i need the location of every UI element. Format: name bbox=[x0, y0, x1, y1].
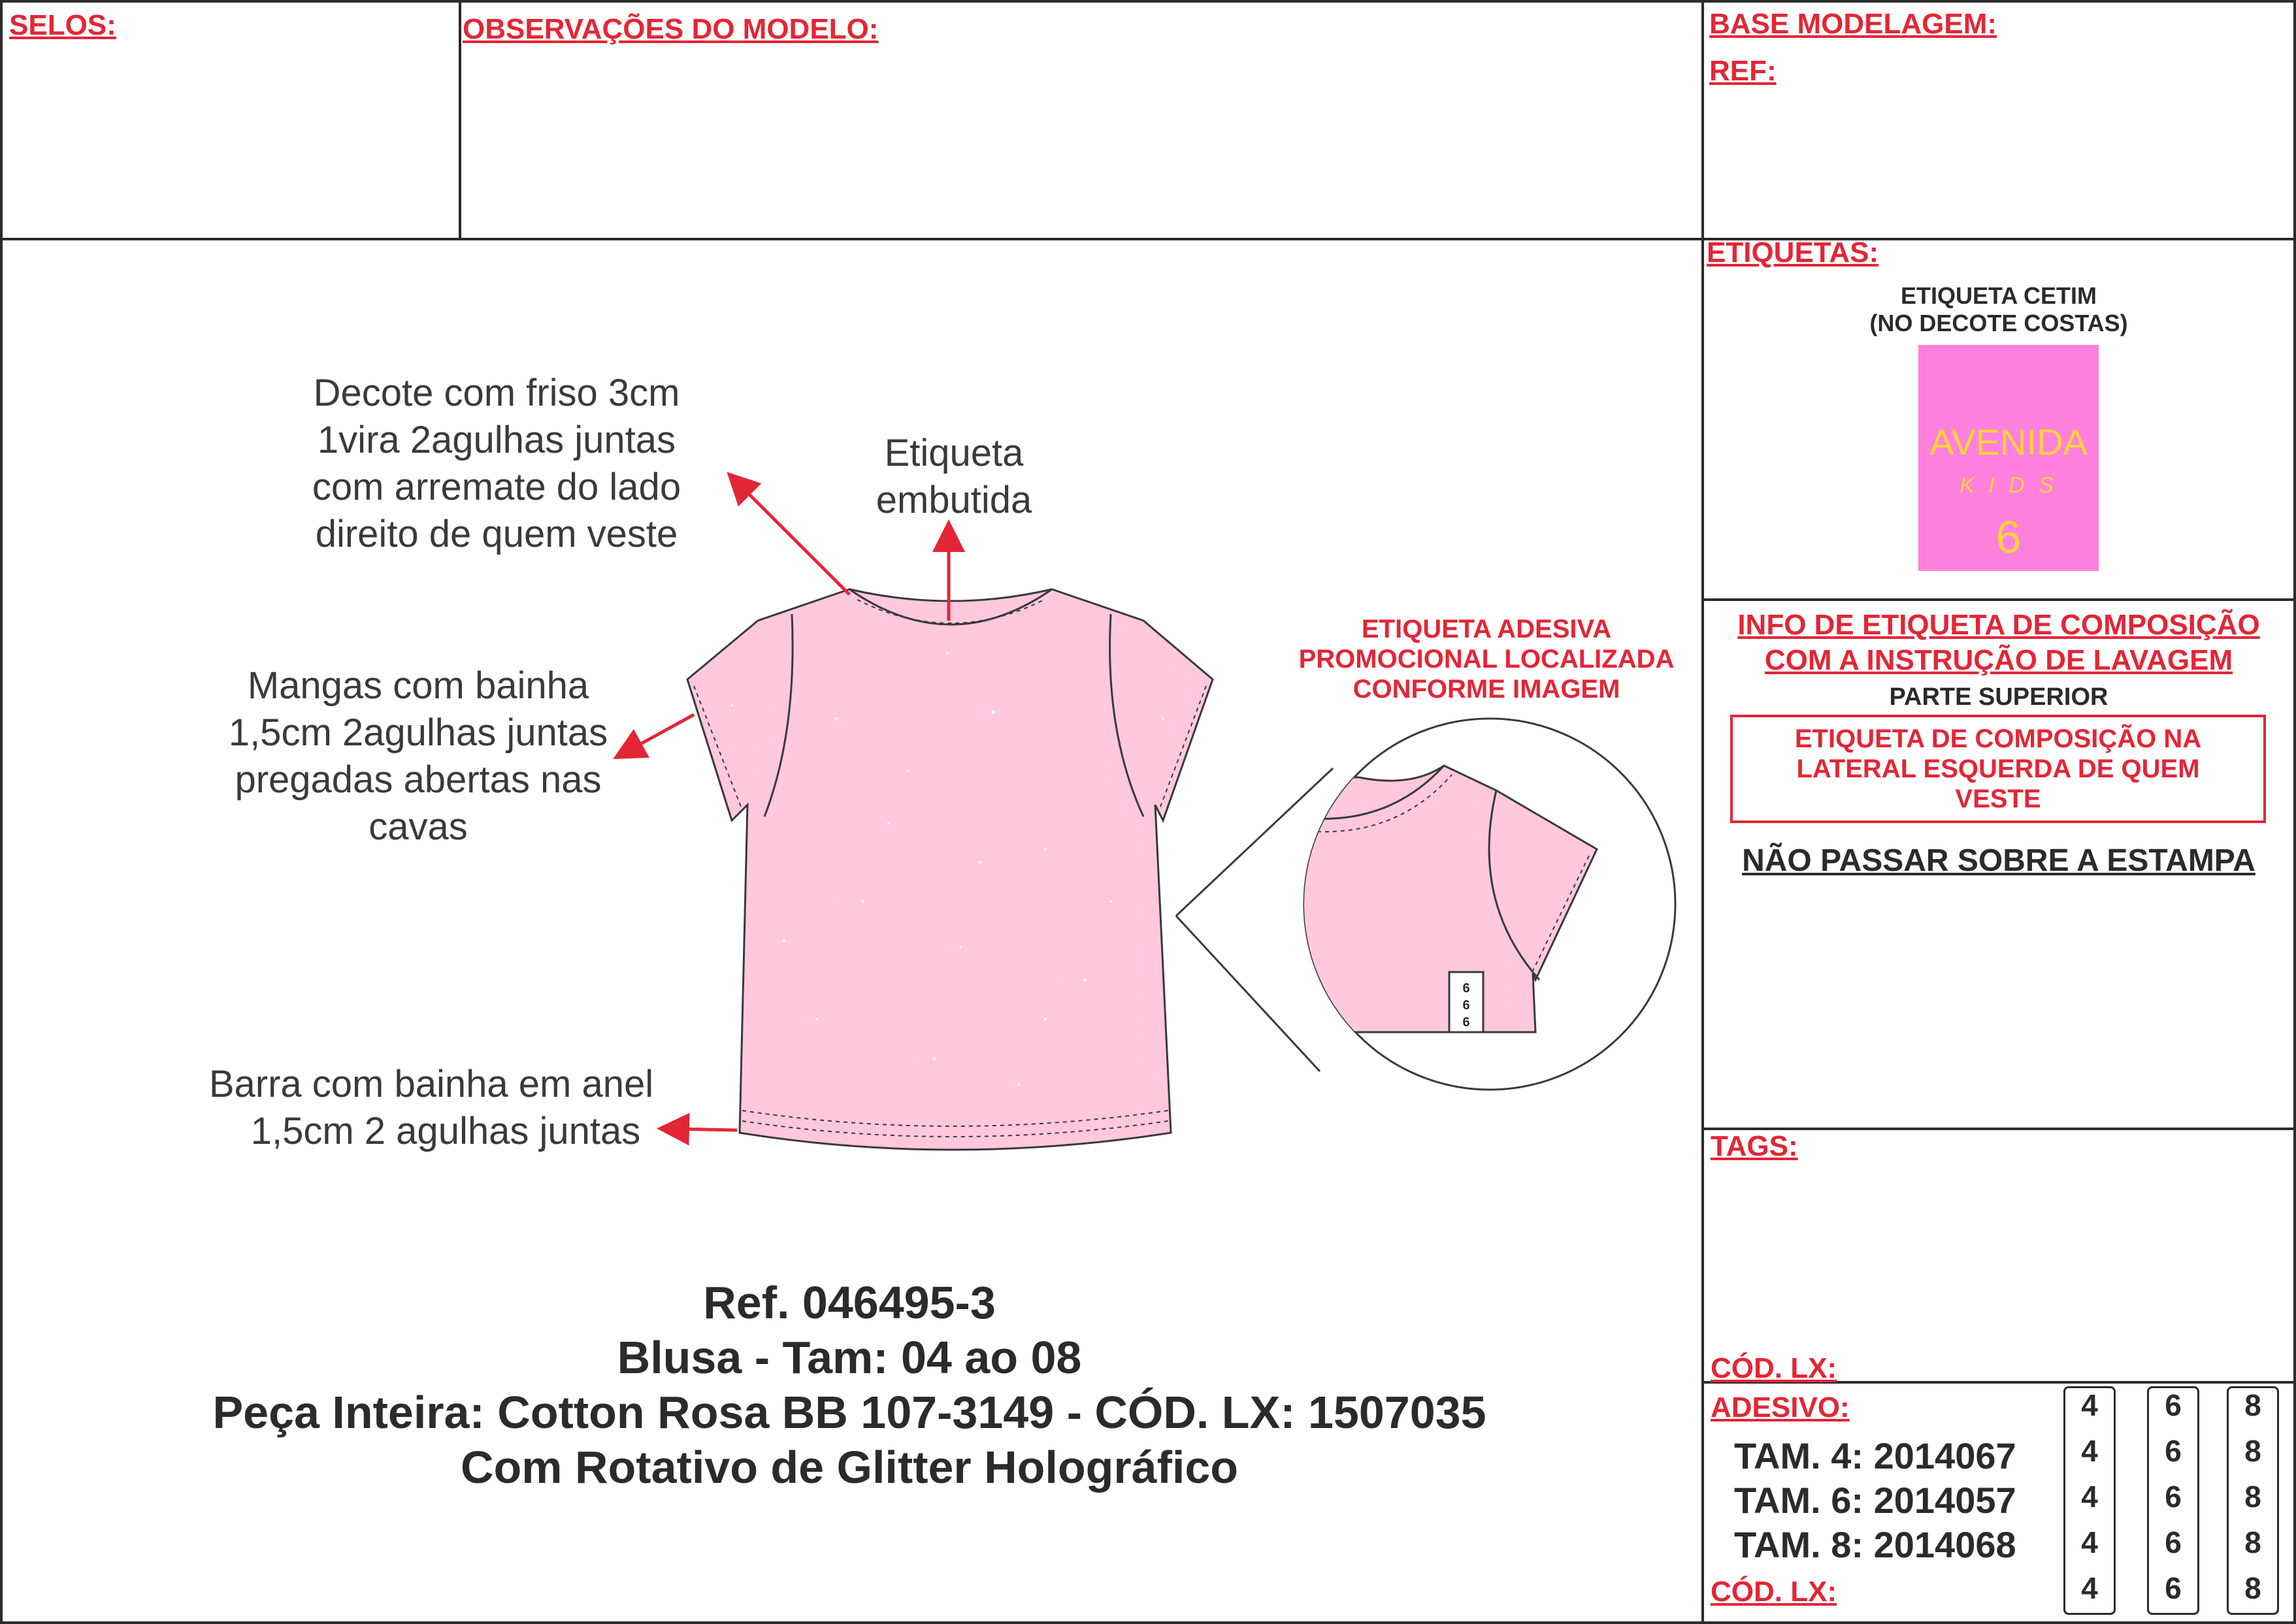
tags-cell bbox=[1701, 1128, 2296, 1384]
size-8-row-4: 8 bbox=[2244, 1525, 2261, 1559]
size-4-row-4: 4 bbox=[2081, 1525, 2098, 1559]
product-line-2: Blusa - Tam: 04 ao 08 bbox=[617, 1332, 1082, 1383]
size-6-row-1: 6 bbox=[2165, 1388, 2182, 1422]
size-4-row-5: 4 bbox=[2081, 1571, 2098, 1605]
observacoes-label: OBSERVAÇÕES DO MODELO: bbox=[463, 13, 879, 45]
size-6-row-5: 6 bbox=[2165, 1571, 2182, 1605]
note-barra: Barra com bainha em anel 1,5cm 2 agulhas juntas bbox=[208, 1063, 654, 1152]
brand-name: AVENIDA bbox=[1929, 421, 2088, 463]
selos-label: SELOS: bbox=[9, 9, 116, 41]
adesivo-label: ADESIVO: bbox=[1711, 1391, 1850, 1423]
size-6-row-2: 6 bbox=[2165, 1434, 2182, 1468]
adesivo-tam-6: TAM. 6: 2014057 bbox=[1734, 1480, 2016, 1521]
size-4-row-1: 4 bbox=[2081, 1388, 2098, 1422]
composicao-box: ETIQUETA DE COMPOSIÇÃO NA LATERAL ESQUERDA DE QUEM VESTE bbox=[1730, 715, 2266, 823]
note-adesiva: ETIQUETA ADESIVA PROMOCIONAL LOCALIZADA CONFORME IMAGEM bbox=[1298, 615, 1675, 704]
note-decote: Decote com friso 3cm 1vira 2agulhas juntas com arremate do lado direito de quem veste bbox=[312, 372, 681, 555]
adesivo-tam-4: TAM. 4: 2014067 bbox=[1734, 1435, 2016, 1476]
size-6-row-4: 6 bbox=[2165, 1525, 2182, 1559]
tags-cod-lx-label: CÓD. LX: bbox=[1711, 1352, 1837, 1384]
size-8-row-5: 8 bbox=[2244, 1571, 2261, 1605]
size-4-row-2: 4 bbox=[2081, 1434, 2098, 1468]
ref-label: REF: bbox=[1709, 55, 1777, 87]
base-modelagem-label: BASE MODELAGEM: bbox=[1709, 8, 1997, 40]
product-ref: Ref. 046495-3 bbox=[703, 1277, 996, 1328]
product-line-4: Com Rotativo de Glitter Holográfico bbox=[460, 1442, 1239, 1493]
arrow-decote bbox=[738, 483, 849, 594]
composicao-title: INFO DE ETIQUETA DE COMPOSIÇÃO COM A INSTRUÇÃO DE LAVAGEM bbox=[1737, 609, 2260, 676]
parte-superior: PARTE SUPERIOR bbox=[1889, 683, 2108, 711]
note-etiqueta: Etiqueta embutida bbox=[876, 432, 1032, 521]
cetim-label-sample bbox=[1918, 345, 2099, 571]
etiquetas-label: ETIQUETAS: bbox=[1707, 236, 1879, 268]
tags-label: TAGS: bbox=[1711, 1130, 1798, 1162]
nao-passar-text: NÃO PASSAR SOBRE A ESTAMPA bbox=[1742, 843, 2255, 878]
detail-size-label: 6 6 6 bbox=[1462, 981, 1470, 1030]
size-8-row-3: 8 bbox=[2244, 1480, 2261, 1514]
brand-sub: K I D S bbox=[1960, 473, 2058, 498]
size-8-row-2: 8 bbox=[2244, 1434, 2261, 1468]
size-8-row-1: 8 bbox=[2244, 1388, 2261, 1422]
adesivo-cod-lx-label: CÓD. LX: bbox=[1711, 1576, 1837, 1608]
arrow-barra bbox=[673, 1129, 737, 1130]
note-mangas: Mangas com bainha 1,5cm 2agulhas juntas pregadas abertas nas cavas bbox=[228, 664, 608, 848]
adesivo-tam-8: TAM. 8: 2014068 bbox=[1734, 1524, 2016, 1565]
brand-size: 6 bbox=[1995, 512, 2022, 562]
detail-callout bbox=[1176, 719, 1675, 1090]
arrow-mangas bbox=[627, 715, 694, 751]
product-line-3: Peça Inteira: Cotton Rosa BB 107-3149 - CÓD. LX: 1507035 bbox=[212, 1387, 1486, 1438]
tshirt-front bbox=[687, 589, 1213, 1150]
cetim-title: ETIQUETA CETIM (NO DECOTE COSTAS) bbox=[1869, 282, 2128, 336]
size-6-row-3: 6 bbox=[2165, 1480, 2182, 1514]
size-4-row-3: 4 bbox=[2081, 1480, 2098, 1514]
